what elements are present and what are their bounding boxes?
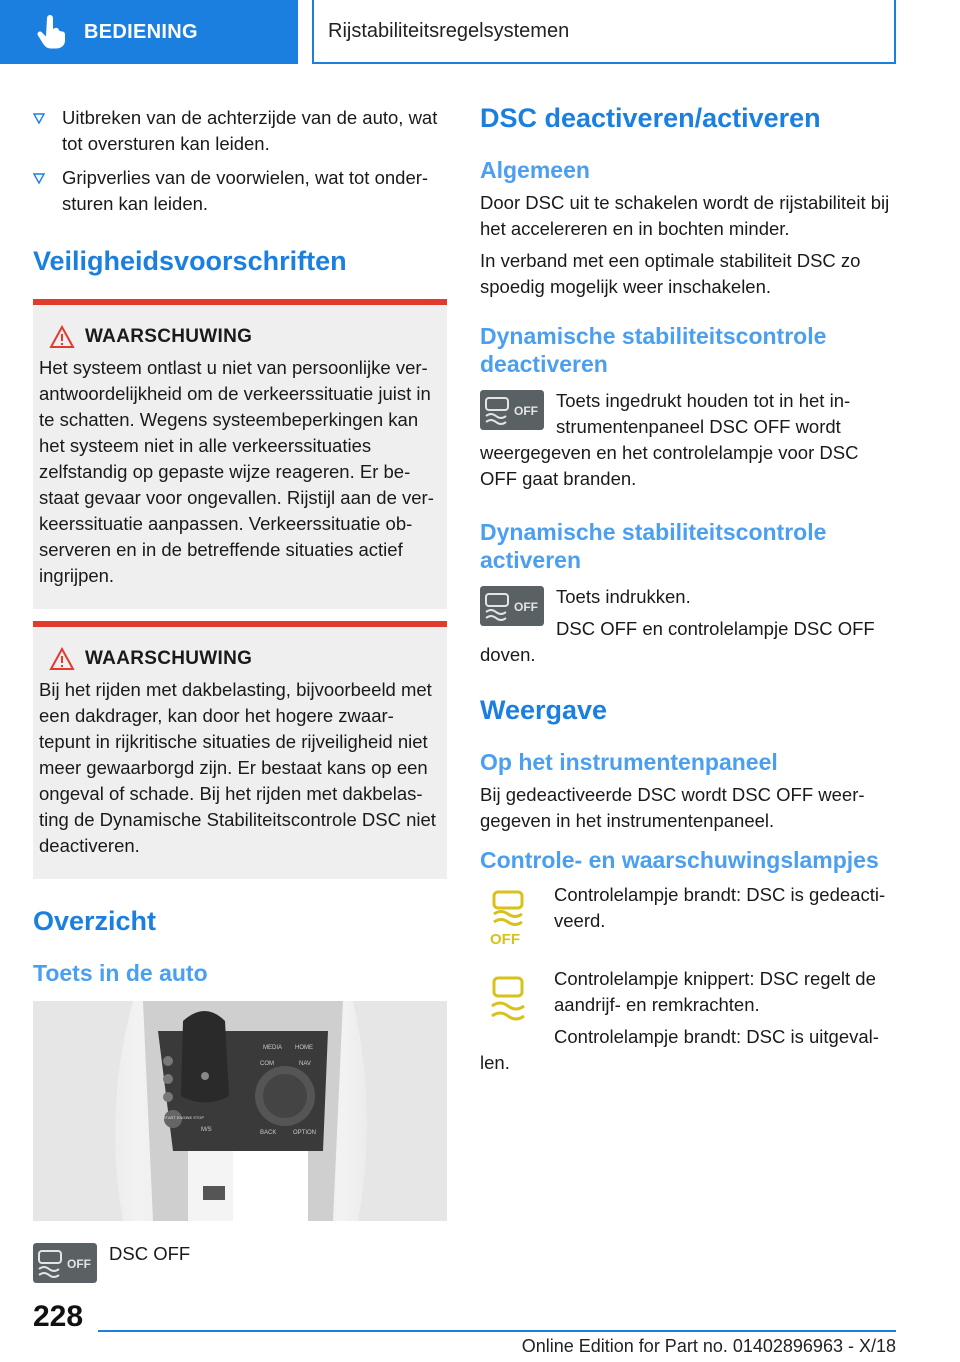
dsc-caption-row: [33, 1243, 447, 1283]
left-column: [33, 100, 447, 1283]
activate-text: Toets indrukken.: [556, 586, 691, 607]
display-heading: Weergave: [480, 695, 608, 725]
triangle-bullet-icon: [33, 113, 45, 125]
warning-box: [33, 621, 447, 879]
chapter-title: Rijstabiliteitsregelsystemen: [328, 19, 570, 42]
chapter-title-box: [312, 0, 896, 64]
footer-divider: [98, 1330, 896, 1332]
list-item: Uitbreken van de achterzijde van de auto, wat tot oversturen kan leiden.: [33, 105, 447, 157]
button-subheading: Toets in de auto: [33, 960, 208, 986]
off-icon-text: OFF: [67, 1257, 91, 1271]
off-icon-text: OFF: [514, 600, 538, 614]
general-paragraph: Door DSC uit te schakelen wordt de rijstabiliteit bij het accelereren en in bochten minder.: [480, 192, 890, 239]
deactivate-heading: Dynamische stabiliteitscontrole deactiveren: [480, 323, 827, 377]
triangle-bullet-icon: [33, 173, 45, 185]
warning-triangle-icon: [49, 325, 75, 349]
deactivate-text: Toets ingedrukt houden tot in het in-strumentenpaneel DSC OFF wordt weergegeven en het controlelampje voor DSC OFF gaat branden.: [480, 390, 859, 489]
right-column: [480, 100, 898, 1076]
warning-header: [39, 325, 441, 349]
chapter-tab-label: BEDIENING: [84, 20, 198, 43]
activate-heading: Dynamische stabiliteitscontrole activeren: [480, 519, 827, 573]
page-number: 228: [33, 1300, 84, 1333]
warning-text: Het systeem ontlast u niet van persoonlijke ver-antwoordelijkheid om de verkeerssituatie juist in te schatten. Wegens systeembeperkingen kan het systeem niet in alle verkeerssituaties zelfstandig op gepaste wijze reageren. Er be-staat gevaar voor ongevallen. Rijstijl aan de ver-keerssituatie aanpassen. Verkeerssituatie ob-serveren en in de betreffende situaties actief ingrijpen.: [39, 357, 434, 586]
media-label: MEDIA: [263, 1045, 283, 1051]
start-stop-label: START ENGINE STOP: [163, 1115, 205, 1120]
lamp-row: [480, 966, 898, 1076]
chapter-tab[interactable]: [0, 0, 298, 64]
lamp-text: Controlelampje brandt: DSC is uitgeval-len.: [480, 1026, 879, 1073]
warning-title: WAARSCHUWING: [85, 648, 253, 669]
dsc-off-button-icon: [480, 586, 544, 626]
warning-text: Bij het rijden met dakbelasting, bijvoorbeeld met een dakdrager, kan door het hogere zwaar-tepunt in rijkritische situaties de rijveiligheid niet meer gewaarborgd zijn. Er bestaat kans op een ongeval of schade. Bij het rijden met dakbelas-ting de Dynamische Stabiliteitscontrole DSC niet deactiveren.: [39, 679, 436, 856]
console-illustration: [33, 1001, 447, 1221]
warning-title: WAARSCHUWING: [85, 326, 253, 347]
option-label: OPTION: [293, 1130, 317, 1136]
dsc-off-warning-lamp-icon: [488, 888, 528, 948]
lamps-heading: Controle- en waarschuwingslampjes: [480, 847, 879, 873]
dsc-main-heading: DSC deactiveren/activeren: [480, 103, 821, 133]
dsc-off-button-icon: [480, 390, 544, 430]
lamp-text: Controlelampje brandt: DSC is gedeacti-veerd.: [554, 884, 886, 931]
lamp-text: Controlelampje knippert: DSC regelt de aandrijf- en remkrachten.: [554, 968, 876, 1015]
warning-header: [39, 647, 441, 671]
bullet-list: [33, 105, 447, 217]
activate-text: DSC OFF en controlelampje DSC OFF doven.: [480, 618, 875, 665]
safety-heading: Veiligheidsvoorschriften: [33, 246, 347, 276]
general-heading: Algemeen: [480, 157, 590, 183]
com-label: COM: [260, 1061, 274, 1067]
off-icon-text: OFF: [490, 931, 520, 948]
nav-label: NAV: [299, 1061, 311, 1067]
warning-box: [33, 299, 447, 609]
home-label: HOME: [295, 1045, 313, 1051]
back-label: BACK: [260, 1130, 277, 1136]
gear-label: M/S: [201, 1127, 212, 1133]
dsc-warning-lamp-icon: [488, 972, 528, 1032]
deactivate-block: [480, 388, 898, 492]
footer-edition: Online Edition for Part no. 01402896963 - X/18: [521, 1336, 896, 1356]
instrument-heading: Op het instrumentenpaneel: [480, 749, 778, 775]
activate-block: [480, 584, 898, 668]
instrument-text: Bij gedeactiveerde DSC wordt DSC OFF weer-gegeven in het instrumentenpaneel.: [480, 784, 865, 831]
dsc-caption: DSC OFF: [109, 1243, 191, 1264]
off-icon-text: OFF: [514, 404, 538, 418]
general-paragraph: In verband met een optimale stabiliteit DSC zo spoedig mogelijk weer inschakelen.: [480, 250, 861, 297]
overview-heading: Overzicht: [33, 906, 157, 936]
hand-pointer-icon: [30, 12, 70, 52]
lamp-row: [480, 882, 898, 948]
center-console-photo: [33, 1001, 447, 1221]
warning-triangle-icon: [49, 647, 75, 671]
dsc-off-button-icon: [33, 1243, 97, 1283]
list-item: Gripverlies van de voorwielen, wat tot onder-sturen kan leiden.: [33, 165, 447, 217]
